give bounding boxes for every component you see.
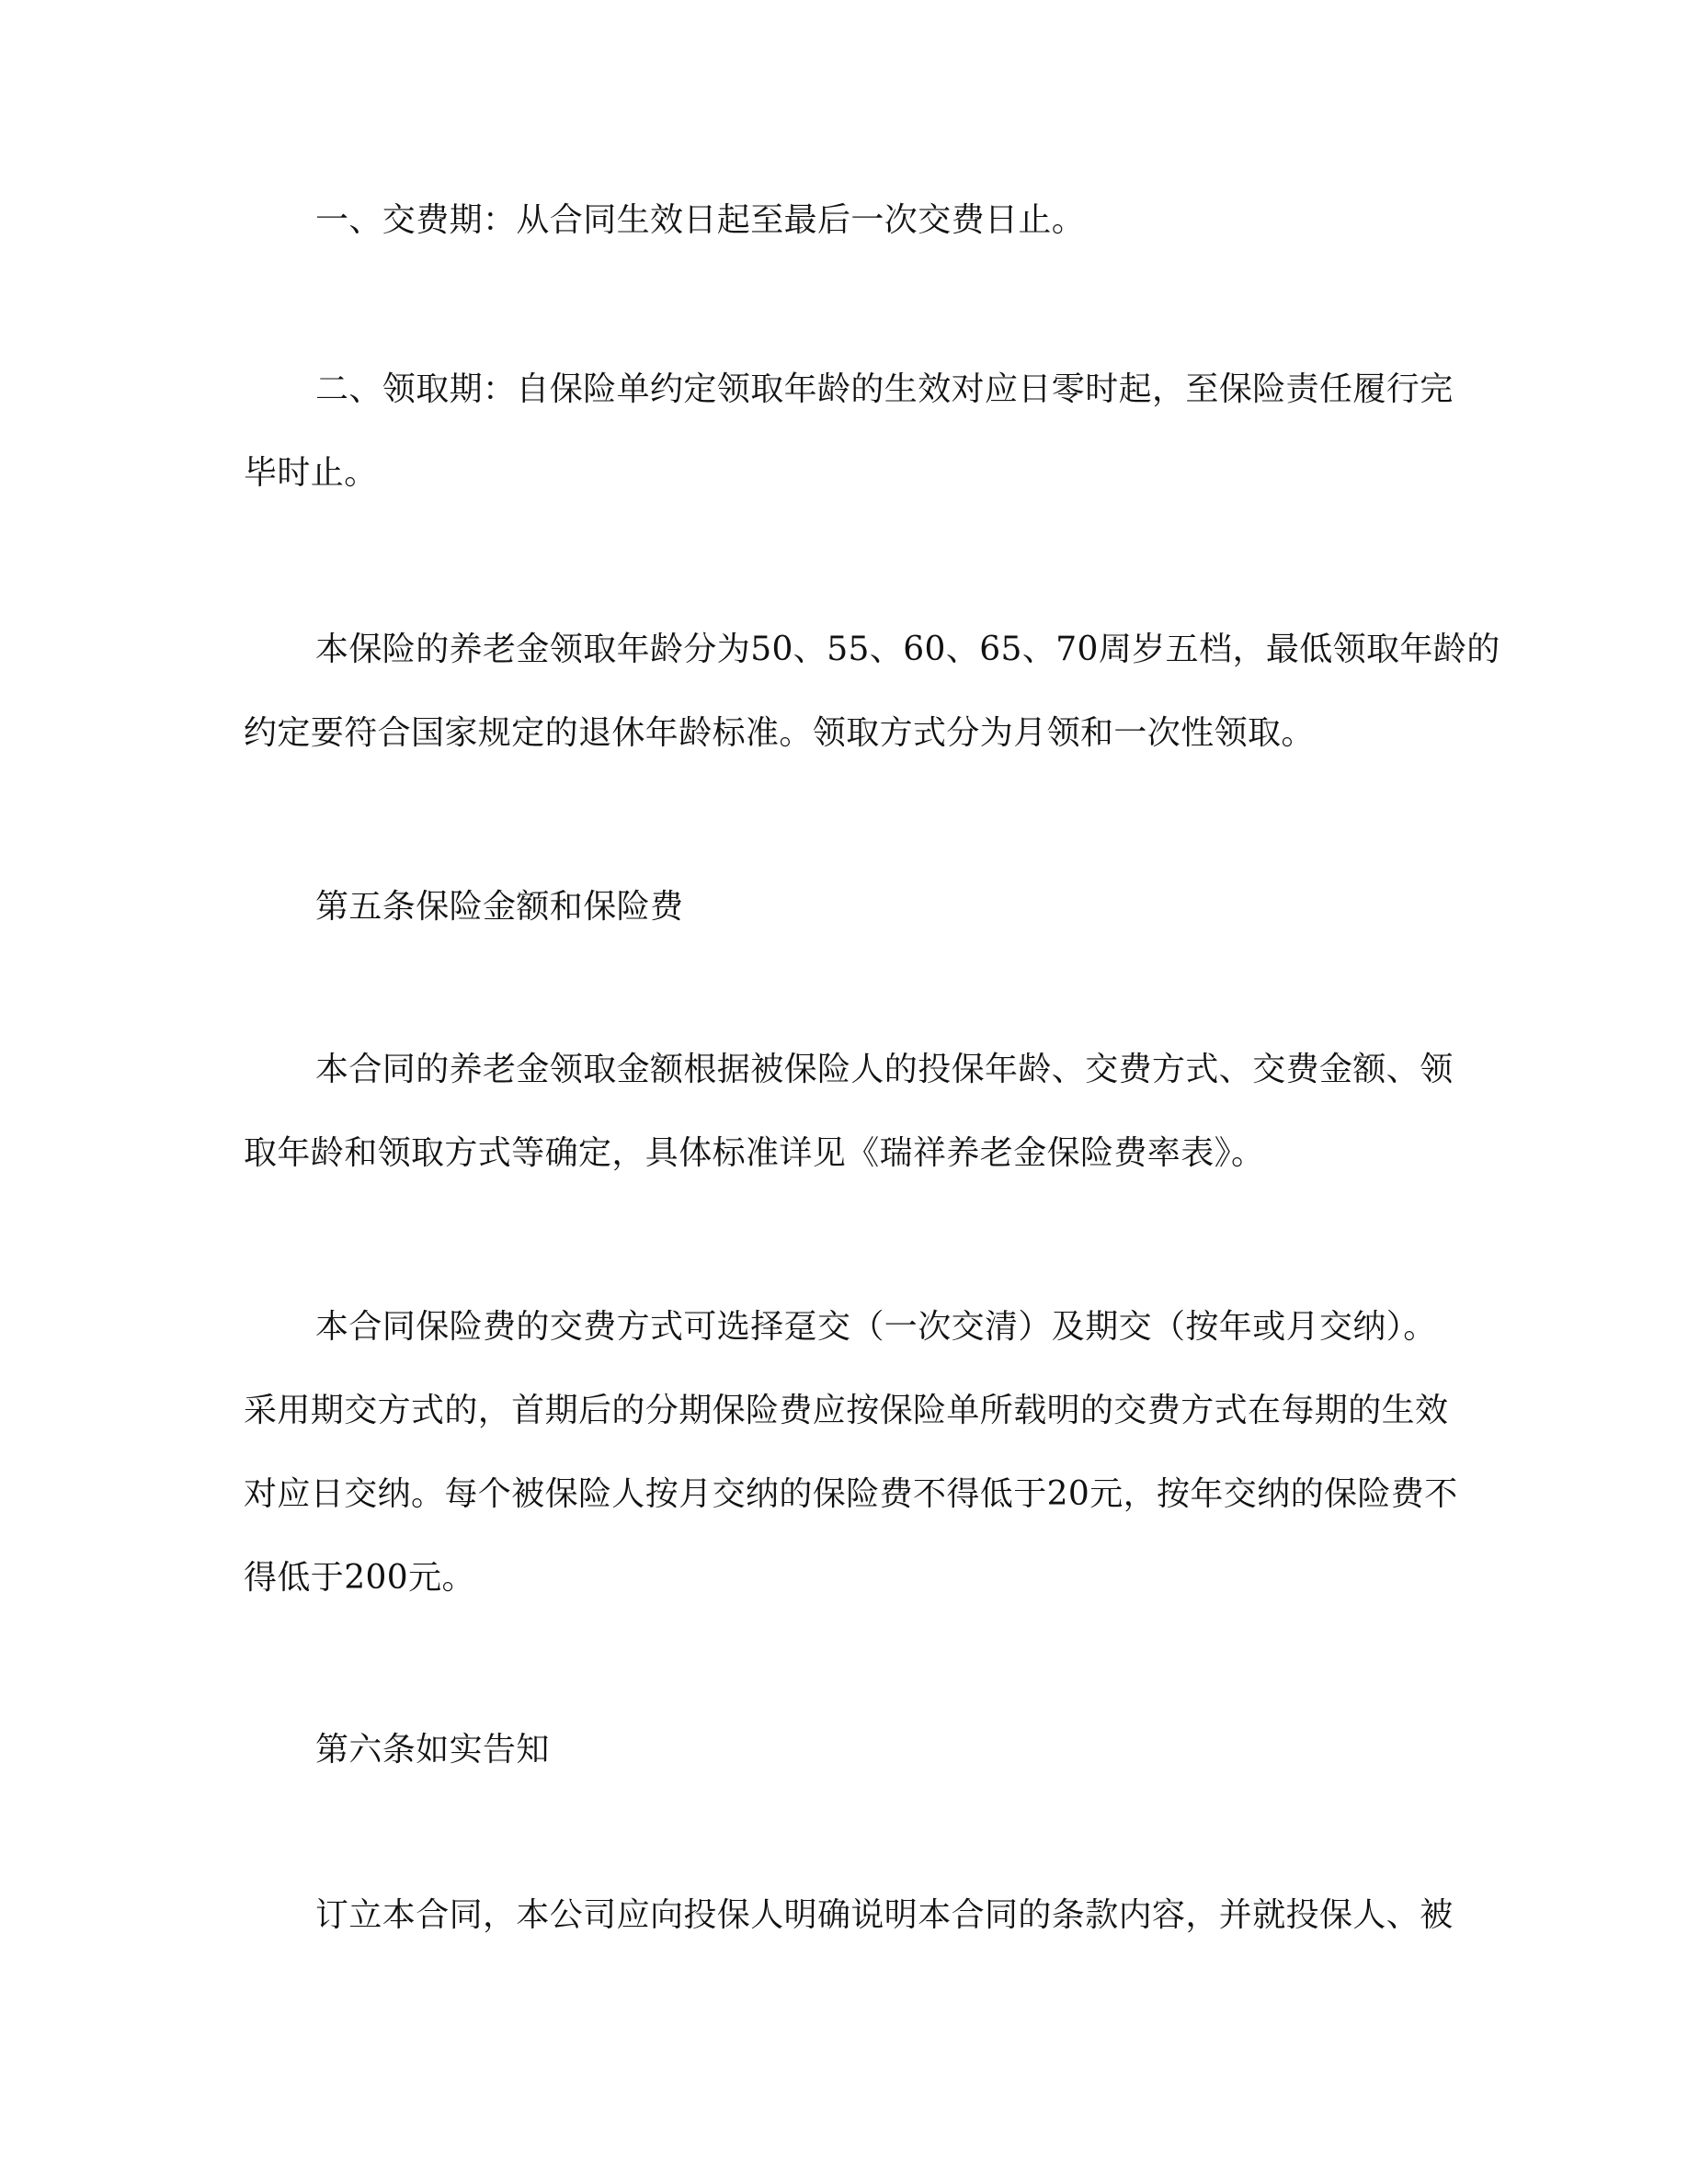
text-line: 二、领取期：自保险单约定领取年龄的生效对应日零时起，至保险责任履行完	[315, 370, 1454, 408]
paragraph-pension-amount	[244, 1028, 1454, 1195]
text-line: 约定要符合国家规定的退休年龄标准。领取方式分为月领和一次性领取。	[244, 714, 1315, 752]
text-line: 一、交费期：从合同生效日起至最后一次交费日止。	[315, 201, 1086, 239]
text-line: 毕时止。	[244, 454, 378, 492]
paragraph-payment-period	[244, 178, 1443, 262]
paragraph-collection-period	[244, 347, 1454, 515]
heading-text: 第六条如实告知	[315, 1731, 550, 1769]
text-line: 本保险的养老金领取年龄分为50、55、60、65、70周岁五档，最低领取年龄的	[315, 631, 1500, 668]
article-heading-6	[244, 1708, 1443, 1792]
text-line: 本合同保险费的交费方式可选择趸交（一次交清）及期交（按年或月交纳）。	[315, 1308, 1437, 1346]
article-heading-5	[244, 865, 1443, 949]
text-line: 得低于200元。	[244, 1559, 475, 1597]
text-line: 对应日交纳。每个被保险人按月交纳的保险费不得低于20元，按年交纳的保险费不	[244, 1475, 1458, 1513]
paragraph-collection-age	[244, 608, 1500, 775]
heading-text: 第五条保险金额和保险费	[315, 888, 684, 926]
paragraph-premium-payment	[244, 1285, 1458, 1620]
paragraph-contract-disclosure	[244, 1873, 1454, 1957]
text-line: 本合同的养老金领取金额根据被保险人的投保年龄、交费方式、交费金额、领	[315, 1051, 1454, 1088]
text-line: 采用期交方式的，首期后的分期保险费应按保险单所载明的交费方式在每期的生效	[244, 1392, 1449, 1429]
text-line: 取年龄和领取方式等确定，具体标准详见《瑞祥养老金保险费率表》。	[244, 1134, 1265, 1172]
text-line: 订立本合同，本公司应向投保人明确说明本合同的条款内容，并就投保人、被	[315, 1896, 1454, 1934]
